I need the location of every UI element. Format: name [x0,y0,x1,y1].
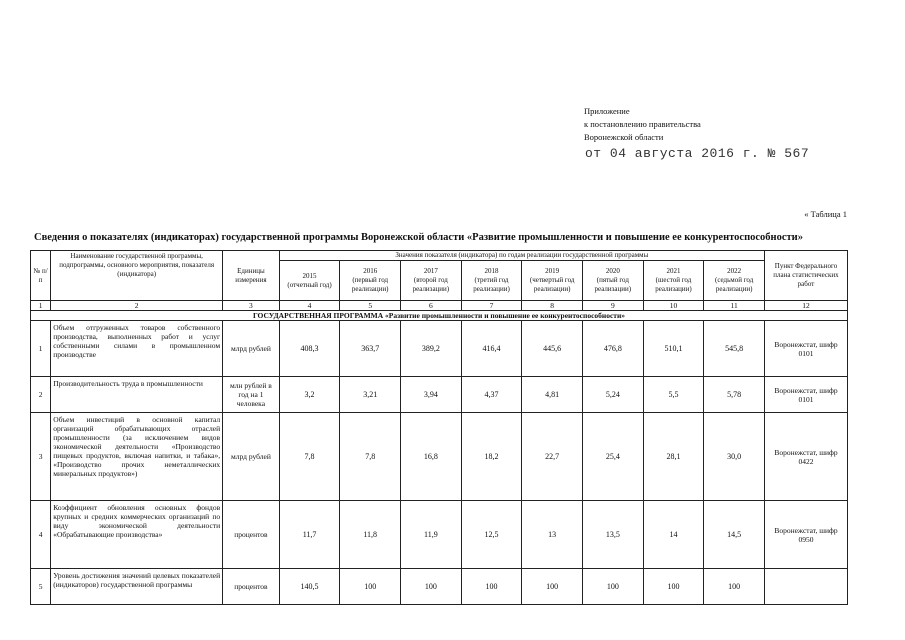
row-value: 5,5 [643,377,704,413]
col-number: 6 [401,301,462,311]
header-year-cell: 2022 (седьмой год реализации) [704,261,765,301]
header-year-cell: 2016 (первый год реализации) [340,261,401,301]
row-value: 389,2 [401,321,462,377]
appendix-line-3: Воронежской области [584,132,664,142]
row-value: 25,4 [583,413,644,501]
header-year-cell: 2021 (шестой год реализации) [643,261,704,301]
row-value: 12,5 [461,501,522,569]
row-value: 140,5 [279,569,340,605]
table-row [31,377,848,413]
row-value: 13 [522,501,583,569]
header-year-cell: 2015 (отчетный год) [279,261,340,301]
row-value: 14 [643,501,704,569]
row-unit: млрд рублей [223,413,280,501]
col-number: 11 [704,301,765,311]
row-value: 11,7 [279,501,340,569]
decree-stamp: от 04 августа 2016 г. № 567 [585,146,810,161]
appendix-block [584,105,701,144]
row-num: 5 [31,569,51,605]
row-value: 30,0 [704,413,765,501]
row-num: 4 [31,501,51,569]
table-row [31,501,848,569]
row-value: 7,8 [340,413,401,501]
header-year-cell: 2017 (второй год реализации) [401,261,462,301]
row-num: 3 [31,413,51,501]
row-value: 476,8 [583,321,644,377]
row-value: 545,8 [704,321,765,377]
appendix-line-1: Приложение [584,106,630,116]
header-year-cell: 2020 (пятый год реализации) [583,261,644,301]
row-source: Воронежстат, шифр 0101 [764,377,847,413]
row-value: 3,21 [340,377,401,413]
row-value: 18,2 [461,413,522,501]
col-number: 3 [223,301,280,311]
row-value: 14,5 [704,501,765,569]
row-name: Коэффициент обновления основных фондов крупных и средних коммерческих организаций по виду экономической деятельности «Обрабатывающие производства» [51,501,223,569]
row-value: 11,8 [340,501,401,569]
table-label: « Таблица 1 [804,209,847,219]
header-unit: Единицы измерения [223,251,280,301]
row-num: 2 [31,377,51,413]
row-value: 11,9 [401,501,462,569]
col-number: 7 [461,301,522,311]
col-number: 8 [522,301,583,311]
row-value: 100 [583,569,644,605]
row-unit: млн рублей в год на 1 человека [223,377,280,413]
table-row [31,413,848,501]
table-row [31,321,848,377]
row-value: 100 [340,569,401,605]
row-value: 3,94 [401,377,462,413]
document-title: Сведения о показателях (индикаторах) государственной программы Воронежской области «Развитие промышленности и повышение ее конкурентоспособности» [34,232,803,243]
row-value: 363,7 [340,321,401,377]
header-year-cell: 2018 (третий год реализации) [461,261,522,301]
table-row [31,569,848,605]
header-name: Наименование государственной программы, подпрограммы, основного мероприятия, показателя (индикатора) [51,251,223,301]
row-num: 1 [31,321,51,377]
header-year-cell: 2019 (четвертый год реализации) [522,261,583,301]
row-value: 445,6 [522,321,583,377]
col-number: 1 [31,301,51,311]
row-name: Производительность труда в промышленности [51,377,223,413]
row-name: Объем инвестиций в основной капитал организаций обрабатывающих отраслей промышленности (за исключением видов экономической деятельности «Производство пищевых продуктов, включая напитки, и табака», «Производство прочих неметаллических минеральных продуктов») [51,413,223,501]
row-value: 100 [704,569,765,605]
row-unit: млрд рублей [223,321,280,377]
program-row [31,311,848,321]
row-value: 408,3 [279,321,340,377]
row-value: 100 [461,569,522,605]
indicators-table [30,250,848,605]
appendix-line-2: к постановлению правительства [584,119,701,129]
header-values-group: Значения показателя (индикатора) по годам реализации государственной программы [279,251,764,261]
row-unit: процентов [223,501,280,569]
col-number: 9 [583,301,644,311]
header-num: № п/п [31,251,51,301]
header-row-1 [31,251,848,261]
row-value: 16,8 [401,413,462,501]
column-number-row [31,301,848,311]
row-value: 100 [401,569,462,605]
row-value: 7,8 [279,413,340,501]
row-source [764,569,847,605]
row-source: Воронежстат, шифр 0101 [764,321,847,377]
row-value: 416,4 [461,321,522,377]
row-source: Воронежстат, шифр 0950 [764,501,847,569]
row-unit: процентов [223,569,280,605]
row-value: 100 [643,569,704,605]
row-value: 4,37 [461,377,522,413]
row-value: 5,24 [583,377,644,413]
header-source: Пункт Федерального плана статистических работ [764,251,847,301]
col-number: 4 [279,301,340,311]
row-value: 100 [522,569,583,605]
row-source: Воронежстат, шифр 0422 [764,413,847,501]
row-value: 22,7 [522,413,583,501]
col-number: 2 [51,301,223,311]
program-title: ГОСУДАРСТВЕННАЯ ПРОГРАММА «Развитие промышленности и повышение ее конкурентоспособности» [31,311,848,321]
row-value: 3,2 [279,377,340,413]
col-number: 5 [340,301,401,311]
row-value: 13,5 [583,501,644,569]
row-value: 5,78 [704,377,765,413]
row-value: 4,81 [522,377,583,413]
row-name: Уровень достижения значений целевых показателей (индикаторов) государственной программы [51,569,223,605]
col-number: 10 [643,301,704,311]
row-value: 510,1 [643,321,704,377]
col-number: 12 [764,301,847,311]
row-value: 28,1 [643,413,704,501]
row-name: Объем отгруженных товаров собственного производства, выполненных работ и услуг собственными силами в промышленном производстве [51,321,223,377]
